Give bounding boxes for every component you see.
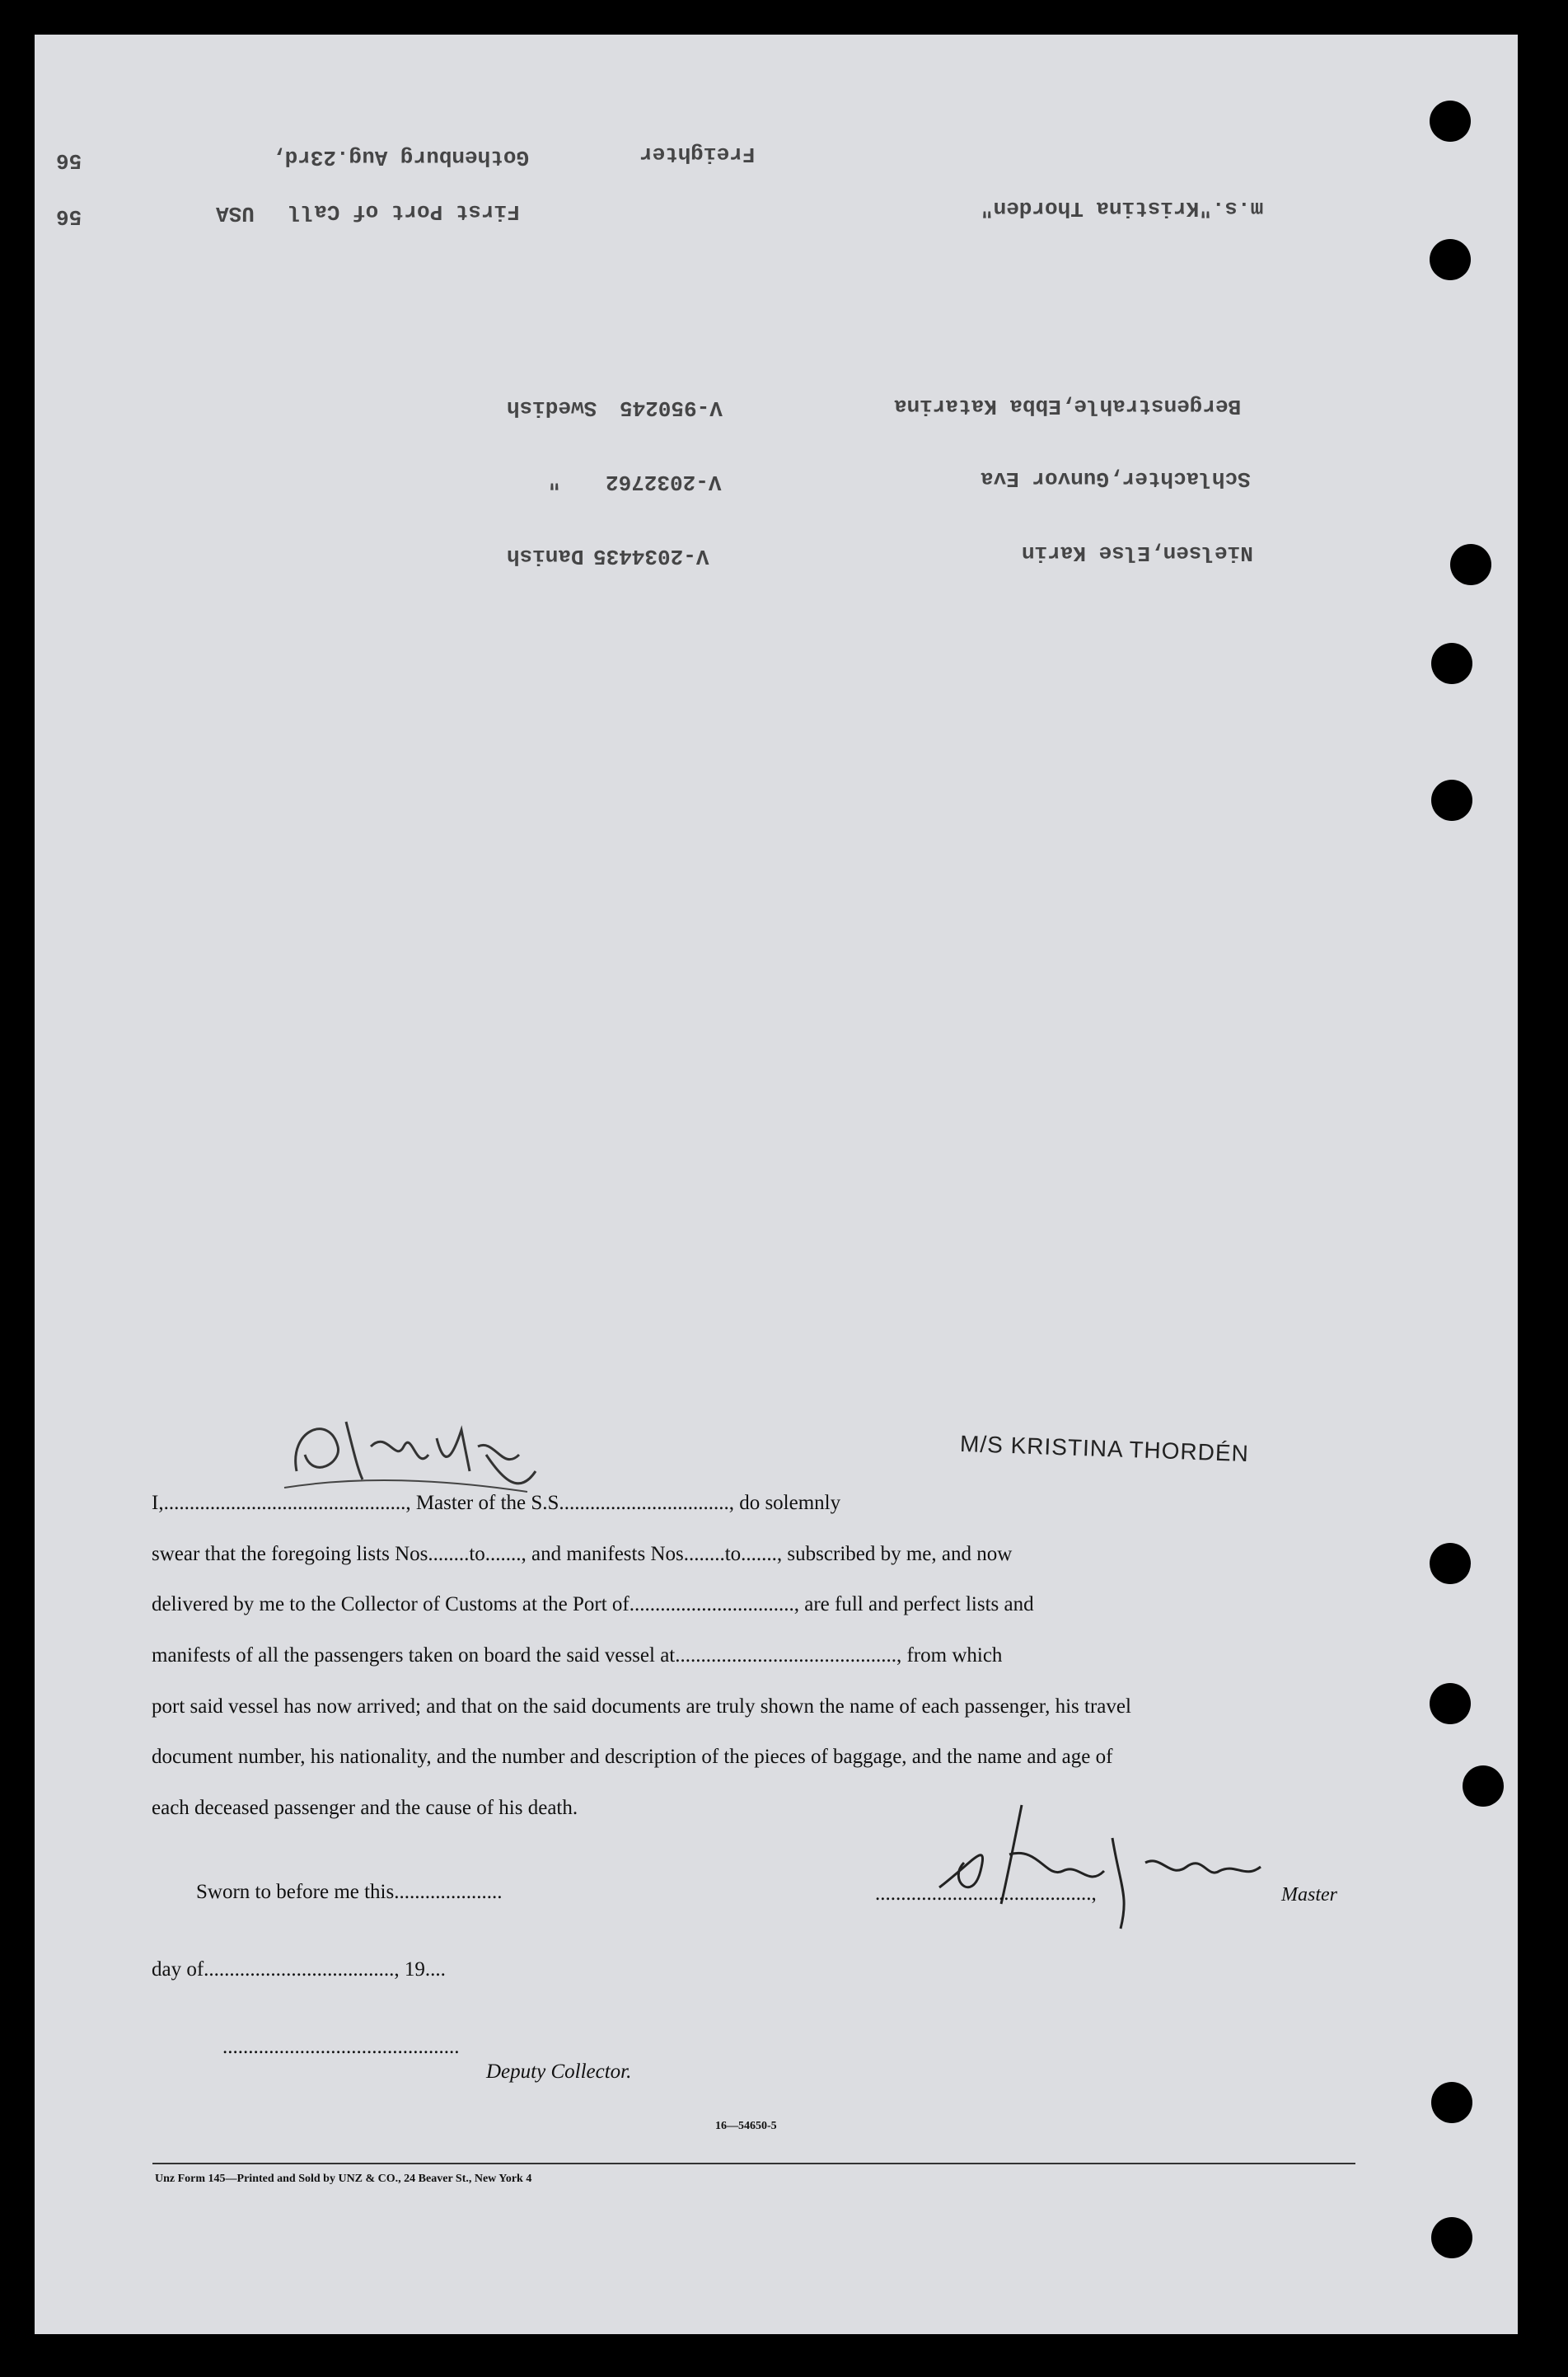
oath-line-4: manifests of all the passengers taken on board the said vessel at..........................................., from which xyxy=(152,1644,1003,1667)
binder-hole xyxy=(1430,239,1471,280)
country-text: USA xyxy=(216,201,255,226)
binder-hole xyxy=(1430,1683,1471,1724)
master-dots: .........................................., xyxy=(875,1882,1097,1905)
footer-imprint: Unz Form 145—Printed and Sold by UNZ & CO., 24 Beaver St., New York 4 xyxy=(155,2173,532,2185)
manifest-page xyxy=(35,35,1518,2334)
departure-text: Gothenburg Aug.23rd, xyxy=(272,145,530,170)
passenger-document: V-2034435 xyxy=(593,544,709,569)
master-signature-top xyxy=(280,1397,544,1504)
deputy-dots: .............................................. xyxy=(222,2036,460,2058)
deputy-label: Deputy Collector. xyxy=(486,2061,632,2083)
passenger-nationality: Danish xyxy=(507,544,584,569)
page-number: 56 xyxy=(56,148,82,173)
oath-line-1 xyxy=(152,1492,840,1515)
passenger-name: Nielsen,Else Karin xyxy=(1022,541,1253,565)
oath-line-7: each deceased passenger and the cause of his death. xyxy=(152,1797,578,1819)
ship-name-stamp: M/S KRISTINA THORDÉN xyxy=(959,1430,1250,1467)
oath-line-3: delivered by me to the Collector of Customs at the Port of................................, are full and perfect lists and xyxy=(152,1593,1034,1615)
oath-master-of: ..............................................., Master of the S.S. xyxy=(163,1492,564,1514)
oath-line-5: port said vessel has now arrived; and that on the said documents are truly shown the name of each passenger, his travel xyxy=(152,1695,1131,1718)
master-label: Master xyxy=(1281,1884,1337,1906)
passenger-nationality: Swedish xyxy=(507,396,597,420)
passenger-name: Schlachter,Gunvor Eva xyxy=(981,466,1251,491)
footer-rule xyxy=(152,2163,1355,2164)
oath-line-6: document number, his nationality, and the number and description of the pieces of baggage, and the name and age of xyxy=(152,1746,1113,1768)
sworn-text: Sworn to before me this..................... xyxy=(196,1881,503,1903)
page-number: 56 xyxy=(56,204,82,229)
first-port-text: First Port of Call xyxy=(288,199,520,224)
binder-hole xyxy=(1463,1765,1504,1807)
oath-line-2: swear that the foregoing lists Nos........to......., and manifests Nos........to......., subscribed by me, and now xyxy=(152,1543,1013,1565)
binder-hole xyxy=(1431,780,1472,821)
binder-hole xyxy=(1431,2217,1472,2258)
form-code: 16—54650-5 xyxy=(715,2120,777,2132)
binder-hole xyxy=(1431,2082,1472,2123)
oath-solemnly: ................................, do solemnly xyxy=(564,1492,841,1514)
passenger-document: V-2032762 xyxy=(606,470,722,495)
binder-hole xyxy=(1431,643,1472,684)
master-signature-bottom xyxy=(923,1789,1285,1937)
passenger-document: V-950245 xyxy=(620,396,723,420)
binder-hole xyxy=(1430,1543,1471,1584)
binder-hole xyxy=(1430,101,1471,142)
passenger-nationality: " xyxy=(548,468,561,493)
ship-name: m.s."Kristina Thorden" xyxy=(981,196,1264,221)
binder-hole xyxy=(1450,544,1491,585)
passenger-name: Bergenstrahle,Ebba Katarina xyxy=(894,394,1242,419)
oath-i: I, xyxy=(152,1492,164,1514)
day-text: day of....................................., 19.... xyxy=(152,1958,446,1981)
ship-type: Freighter xyxy=(639,142,756,166)
